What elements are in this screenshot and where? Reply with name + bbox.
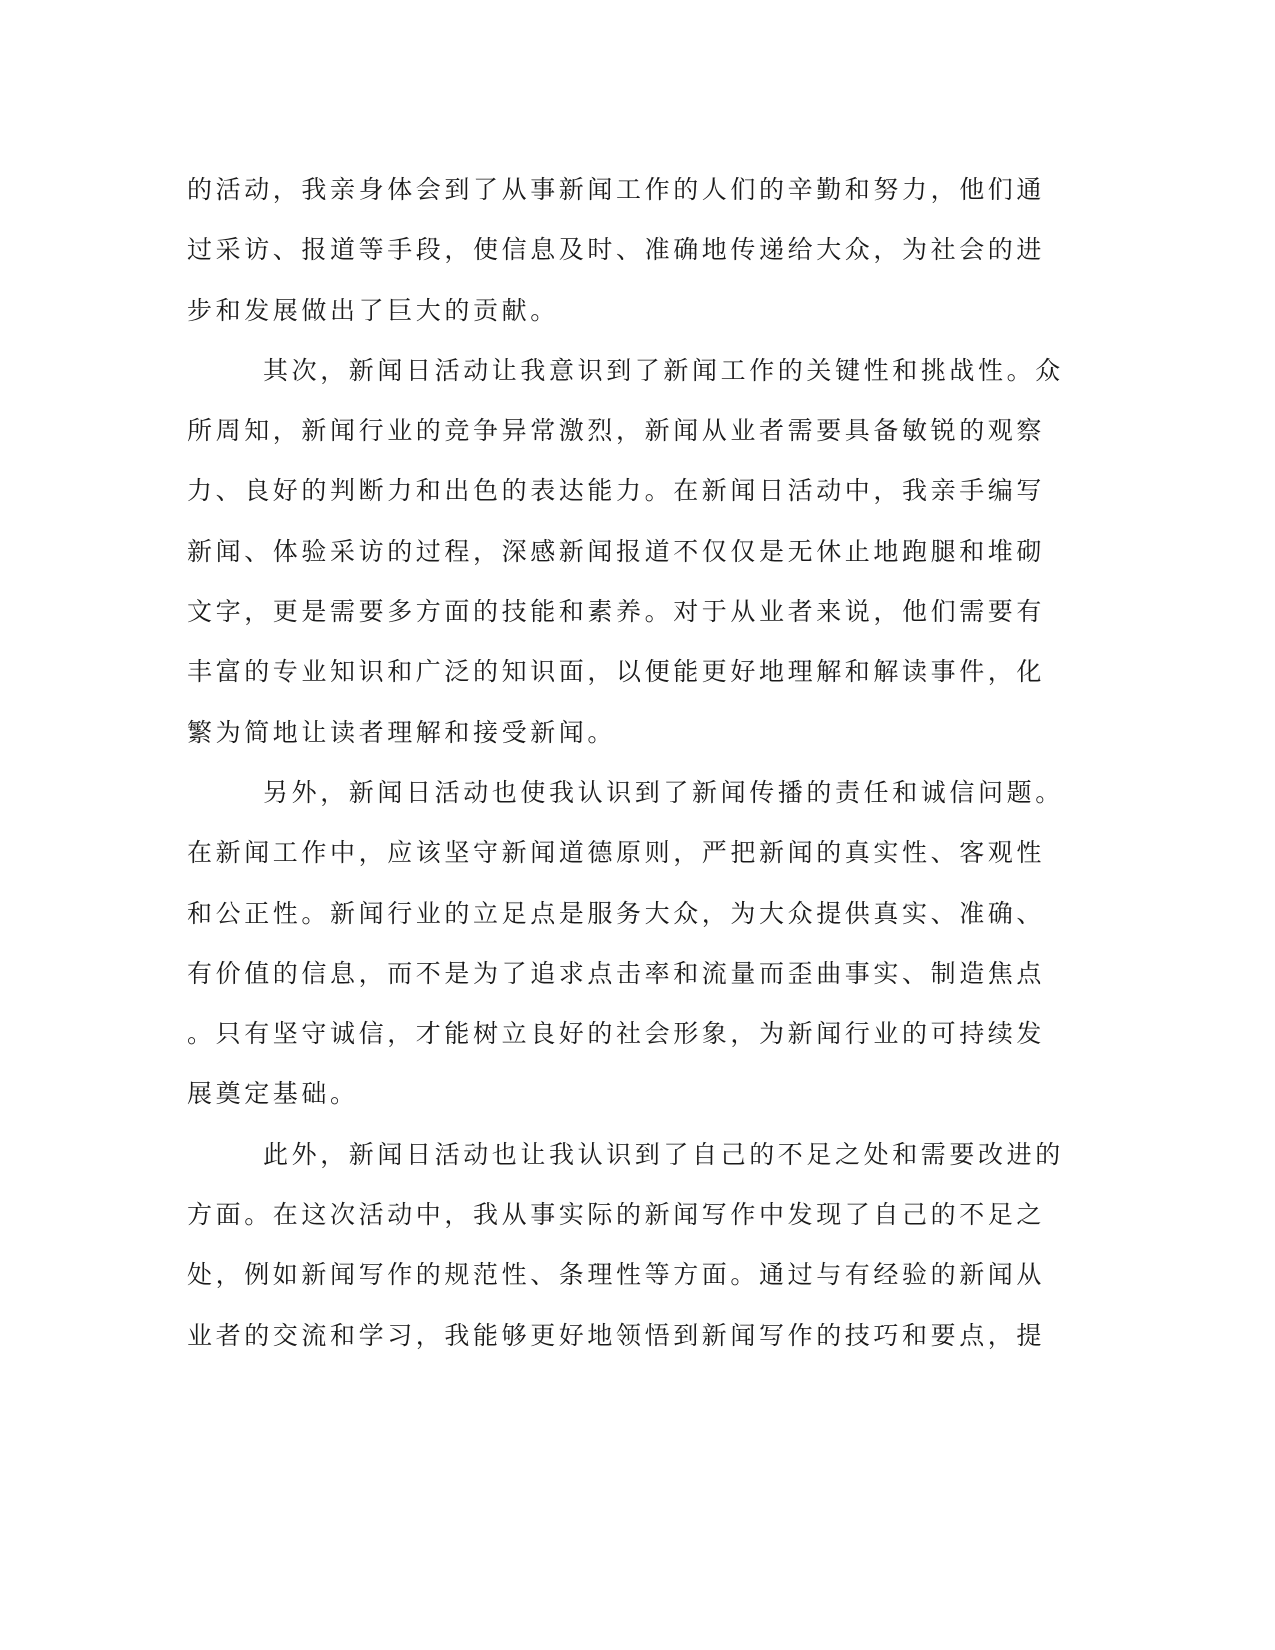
text-line: 丰富的专业知识和广泛的知识面，以便能更好地理解和解读事件，化: [187, 657, 1046, 687]
text-line: 的活动，我亲身体会到了从事新闻工作的人们的辛勤和努力，他们通: [187, 175, 1046, 204]
text-line: 在新闻工作中，应该坚守新闻道德原则，严把新闻的真实性、客观性: [187, 838, 1046, 868]
text-line: 所周知，新闻行业的竞争异常激烈，新闻从业者需要具备敏锐的观察: [187, 416, 1046, 446]
text-line: 过采访、报道等手段，使信息及时、准确地传递给大众，为社会的进: [187, 235, 1046, 265]
text-line: 方面。在这次活动中，我从事实际的新闻写作中发现了自己的不足之: [187, 1200, 1046, 1230]
text-line: 有价值的信息，而不是为了追求点击率和流量而歪曲事实、制造焦点: [187, 958, 1046, 988]
text-line: 力、良好的判断力和出色的表达能力。在新闻日活动中，我亲手编写: [187, 476, 1046, 506]
text-line: 和公正性。新闻行业的立足点是服务大众，为大众提供真实、准确、: [187, 898, 1046, 928]
text-line: 。只有坚守诚信，才能树立良好的社会形象，为新闻行业的可持续发: [187, 1019, 1046, 1049]
body-text: [187, 160, 1067, 1366]
text-line: 其次，新闻日活动让我意识到了新闻工作的关键性和挑战性。众: [263, 355, 1064, 385]
text-line: 业者的交流和学习，我能够更好地领悟到新闻写作的技巧和要点，提: [187, 1320, 1046, 1350]
text-line: 此外，新闻日活动也让我认识到了自己的不足之处和需要改进的: [263, 1139, 1064, 1169]
paragraph-1: [187, 160, 1067, 341]
text-line: 文字，更是需要多方面的技能和素养。对于从业者来说，他们需要有: [187, 597, 1046, 627]
text-line: 步和发展做出了巨大的贡献。: [187, 295, 559, 325]
paragraph-2: [187, 341, 1067, 763]
paragraph-3: [187, 763, 1067, 1125]
text-line: 展奠定基础。: [187, 1079, 359, 1109]
text-line: 另外，新闻日活动也使我认识到了新闻传播的责任和诚信问题。: [263, 777, 1064, 807]
text-line: 新闻、体验采访的过程，深感新闻报道不仅仅是无休止地跑腿和堆砌: [187, 536, 1046, 566]
text-line: 处，例如新闻写作的规范性、条理性等方面。通过与有经验的新闻从: [187, 1260, 1046, 1290]
text-line: 繁为简地让读者理解和接受新闻。: [187, 717, 617, 747]
paragraph-4: [187, 1125, 1067, 1366]
